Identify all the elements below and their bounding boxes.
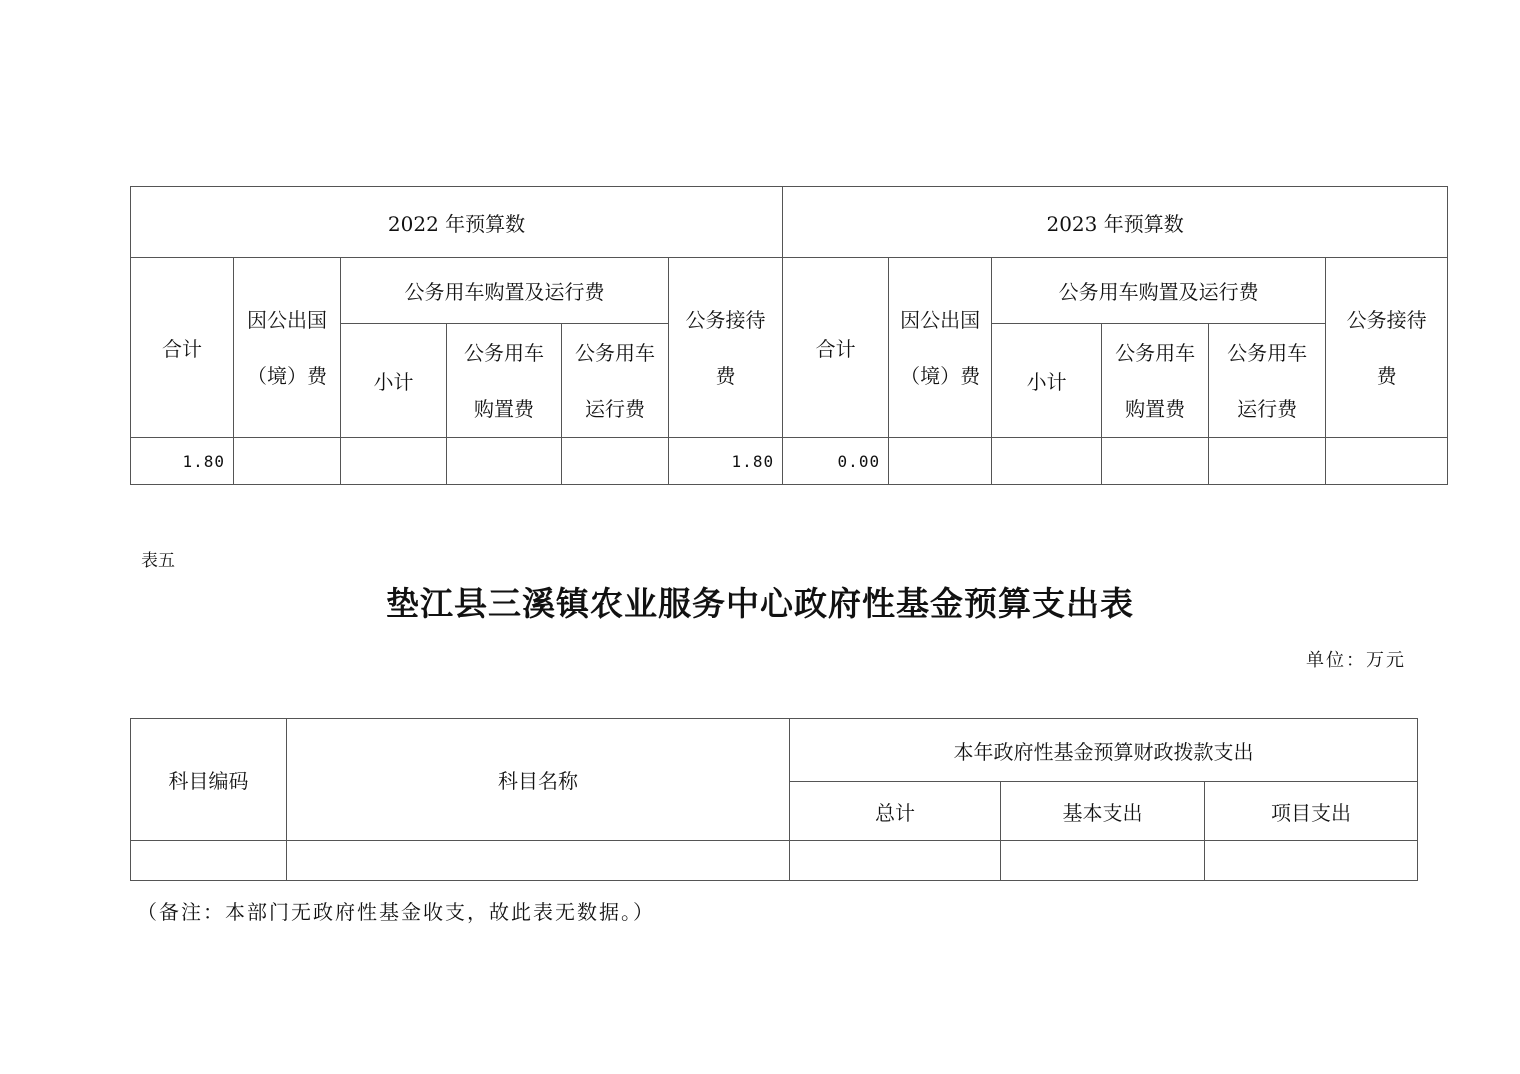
table-row xyxy=(131,841,1418,881)
col-subtotal-2023: 小计 xyxy=(992,324,1102,438)
col-fund-group: 本年政府性基金预算财政拨款支出 xyxy=(790,719,1418,782)
value-reception-2023 xyxy=(1326,438,1448,485)
col-car-operation-2023: 公务用车运行费 xyxy=(1209,324,1326,438)
header-2023: 2023 年预算数 xyxy=(783,187,1448,258)
value-subtotal-2022 xyxy=(341,438,447,485)
page-title: 垫江县三溪镇农业服务中心政府性基金预算支出表 xyxy=(386,584,1134,623)
value-abroad-2023 xyxy=(889,438,992,485)
header-2022: 2022 年预算数 xyxy=(131,187,783,258)
col-reception-2023: 公务接待费 xyxy=(1326,258,1448,438)
col-sum: 总计 xyxy=(790,782,1001,841)
government-fund-table xyxy=(130,718,1418,881)
three-public-expenses-table xyxy=(130,186,1448,485)
col-abroad-2023: 因公出国（境）费 xyxy=(889,258,992,438)
col-car-purchase-2022: 公务用车购置费 xyxy=(447,324,562,438)
col-car-operation-2022: 公务用车运行费 xyxy=(562,324,669,438)
col-project: 项目支出 xyxy=(1205,782,1418,841)
value-total-2023: 0.00 xyxy=(783,438,889,485)
col-car-purchase-2023: 公务用车购置费 xyxy=(1102,324,1209,438)
value-operation-2023 xyxy=(1209,438,1326,485)
col-total-2022: 合计 xyxy=(131,258,234,438)
col-subtotal-2022: 小计 xyxy=(341,324,447,438)
unit-label: 单位：万元 xyxy=(1306,650,1406,671)
col-total-2023: 合计 xyxy=(783,258,889,438)
value-subtotal-2023 xyxy=(992,438,1102,485)
col-car-2022: 公务用车购置及运行费 xyxy=(341,258,669,324)
value-abroad-2022 xyxy=(234,438,341,485)
value-purchase-2022 xyxy=(447,438,562,485)
table-row xyxy=(131,438,1448,485)
table-label: 表五 xyxy=(141,551,175,571)
col-subject-code: 科目编码 xyxy=(131,719,287,841)
col-reception-2022: 公务接待费 xyxy=(669,258,783,438)
col-basic: 基本支出 xyxy=(1001,782,1205,841)
value-purchase-2023 xyxy=(1102,438,1209,485)
value-reception-2022: 1.80 xyxy=(669,438,783,485)
col-subject-name: 科目名称 xyxy=(287,719,790,841)
value-operation-2022 xyxy=(562,438,669,485)
col-abroad-2022: 因公出国（境）费 xyxy=(234,258,341,438)
value-total-2022: 1.80 xyxy=(131,438,234,485)
footnote: （备注：本部门无政府性基金收支，故此表无数据。） xyxy=(137,900,655,924)
col-car-2023: 公务用车购置及运行费 xyxy=(992,258,1326,324)
